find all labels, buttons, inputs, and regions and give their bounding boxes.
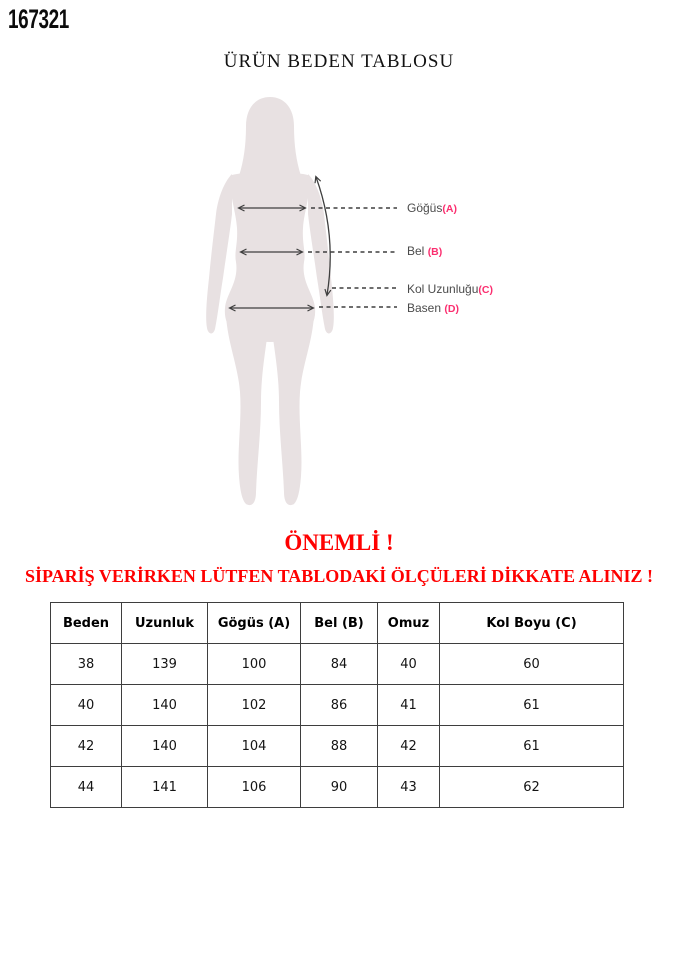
size-guide-figure bbox=[180, 80, 410, 520]
cell-kol-boyu: 60 bbox=[440, 644, 624, 685]
col-header-beden: Beden bbox=[51, 603, 122, 644]
col-header-gogus: Gögüs (A) bbox=[208, 603, 301, 644]
waist-label bbox=[407, 244, 442, 258]
cell-omuz: 41 bbox=[378, 685, 440, 726]
silhouette-torso bbox=[225, 172, 315, 342]
important-heading: ÖNEMLİ ! bbox=[284, 530, 394, 555]
hip-label-text: Basen bbox=[407, 301, 445, 315]
important-subheading: SİPARİŞ VERİRKEN LÜTFEN TABLODAKİ ÖLÇÜLERİ DİKKATE ALINIZ ! bbox=[25, 566, 653, 586]
cell-uzunluk: 140 bbox=[122, 726, 208, 767]
size-table-header-row bbox=[51, 603, 624, 644]
product-code: 167321 bbox=[8, 4, 69, 34]
col-header-kol-boyu: Kol Boyu (C) bbox=[440, 603, 624, 644]
cell-uzunluk: 141 bbox=[122, 767, 208, 808]
cell-gogus: 102 bbox=[208, 685, 301, 726]
page-title: ÜRÜN BEDEN TABLOSU bbox=[223, 51, 455, 72]
hip-label-letter: (D) bbox=[444, 303, 459, 315]
table-row bbox=[51, 726, 624, 767]
chest-label-text: Göğüs bbox=[407, 201, 443, 215]
cell-kol-boyu: 61 bbox=[440, 685, 624, 726]
arm-length-label-text: Kol Uzunluğu bbox=[407, 282, 479, 296]
cell-kol-boyu: 61 bbox=[440, 726, 624, 767]
hip-label bbox=[407, 301, 459, 315]
table-row bbox=[51, 767, 624, 808]
arm-length-label bbox=[407, 282, 493, 296]
size-table bbox=[50, 602, 624, 808]
col-header-uzunluk: Uzunluk bbox=[122, 603, 208, 644]
female-body-silhouette bbox=[206, 97, 334, 505]
cell-kol-boyu: 62 bbox=[440, 767, 624, 808]
cell-omuz: 40 bbox=[378, 644, 440, 685]
silhouette-right-leg bbox=[272, 316, 314, 505]
cell-gogus: 104 bbox=[208, 726, 301, 767]
silhouette-left-leg bbox=[226, 316, 268, 505]
cell-bel: 86 bbox=[301, 685, 378, 726]
arm-length-label-letter: (C) bbox=[478, 284, 493, 296]
cell-uzunluk: 140 bbox=[122, 685, 208, 726]
cell-omuz: 43 bbox=[378, 767, 440, 808]
cell-omuz: 42 bbox=[378, 726, 440, 767]
cell-beden: 40 bbox=[51, 685, 122, 726]
cell-uzunluk: 139 bbox=[122, 644, 208, 685]
cell-gogus: 100 bbox=[208, 644, 301, 685]
cell-bel: 84 bbox=[301, 644, 378, 685]
table-row bbox=[51, 685, 624, 726]
cell-bel: 88 bbox=[301, 726, 378, 767]
waist-label-letter: (B) bbox=[427, 246, 443, 258]
chest-label-letter: (A) bbox=[442, 203, 457, 215]
table-row bbox=[51, 644, 624, 685]
col-header-bel: Bel (B) bbox=[301, 603, 378, 644]
col-header-omuz: Omuz bbox=[378, 603, 440, 644]
waist-label-text: Bel bbox=[407, 244, 428, 258]
cell-gogus: 106 bbox=[208, 767, 301, 808]
chest-label bbox=[407, 201, 457, 215]
cell-bel: 90 bbox=[301, 767, 378, 808]
cell-beden: 42 bbox=[51, 726, 122, 767]
cell-beden: 38 bbox=[51, 644, 122, 685]
cell-beden: 44 bbox=[51, 767, 122, 808]
